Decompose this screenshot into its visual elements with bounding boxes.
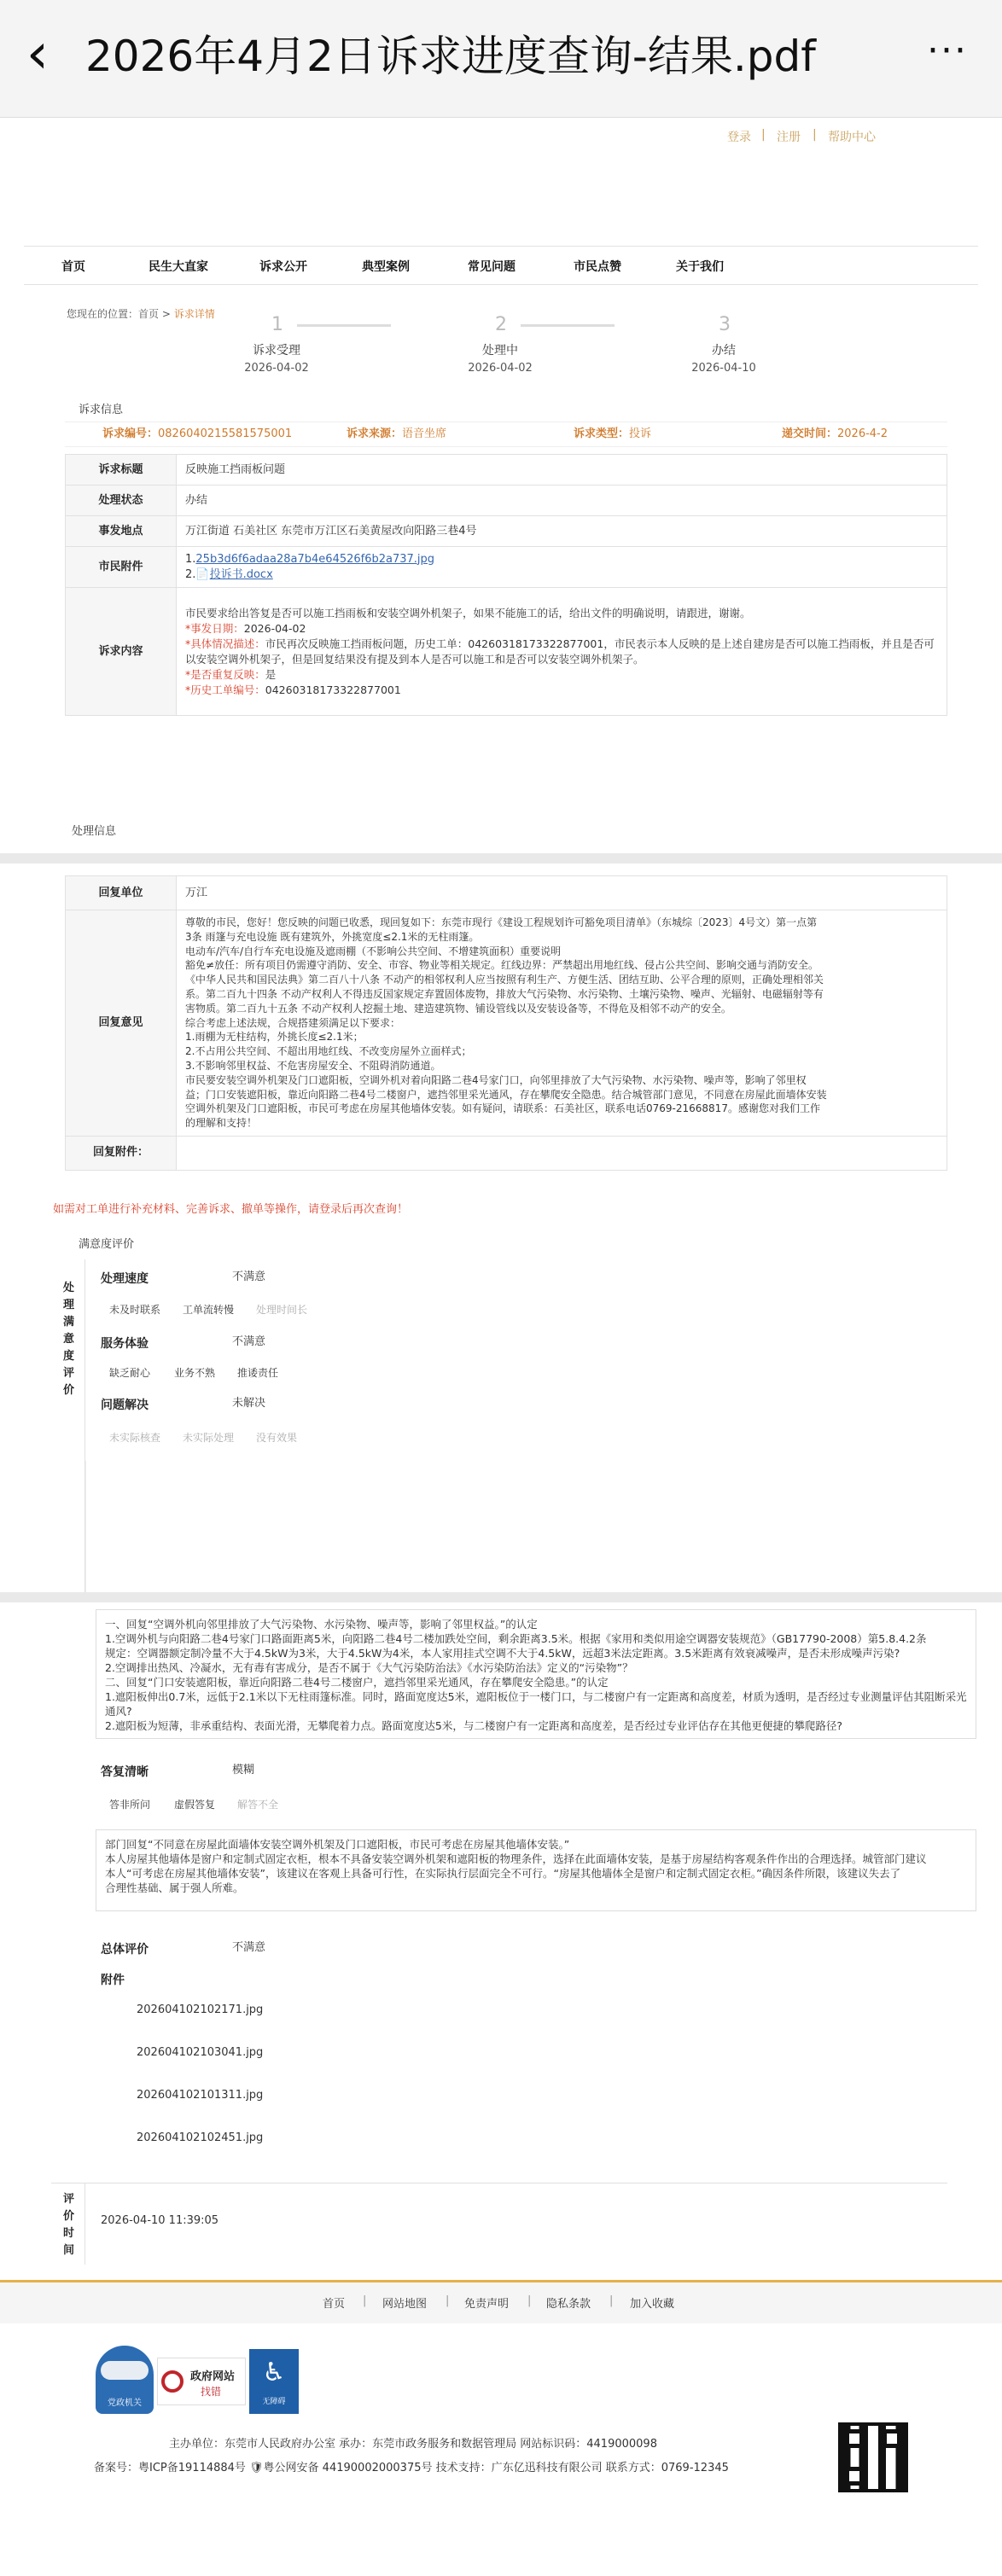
step-connector (297, 324, 391, 327)
tag-slow-flow[interactable]: 工单流转慢 (183, 1304, 235, 1316)
submit-time: 2026-4-2 (837, 427, 888, 440)
request-meta-row: 诉求编号：0826040215581575001 诉求来源：语音坐席 诉求类型：投诉 递交时间：2026-4-2 (65, 422, 947, 447)
main-nav (24, 246, 978, 285)
more-options-icon[interactable]: ··· (927, 29, 968, 73)
footer-links: 首页 | 网站地图 | 免责声明 | 隐私条款 | 加入收藏 (0, 2282, 1002, 2323)
solve-value: 未解决 (232, 1397, 266, 1410)
request-type: 投诉 (629, 427, 652, 440)
step-connector (521, 324, 615, 327)
file-title: 2026年4月2日诉求进度查询-结果.pdf (85, 32, 816, 81)
step-2-number: 2 (495, 314, 507, 335)
nav-cases[interactable]: 典型案例 (362, 260, 410, 274)
service-value: 不满意 (232, 1335, 266, 1348)
tag-long-handling[interactable]: 处理时间长 (256, 1304, 308, 1316)
attachment-link-1[interactable]: 25b3d6f6adaa28a7b4e64526f6b2a737.jpg (195, 552, 435, 566)
eval-attachment-1[interactable]: 20260410210217​1.jpg (137, 2003, 264, 2016)
comment-textarea-2[interactable]: 部门回复“不同意在房屋此面墙体安装空调外机架及门口遮阳板，市民可考虑在房屋其他墙体安装。” 本人房屋其他墙体是窗户和定制式固定衣柜，根本不具备安装空调外机架和遮阳板的物理条件，选择在此面墙体安装，是基于房屋结构客观条件作出的合理选择。城管部门建议 本人“可考虑在房屋其他墙体安装”，该建议在客观上具备可行性，在实际执行层面完全不可行。“房屋其他墙体全是窗户和定制式固定衣柜。”确因条件所限，该建议失去了 合理性基础、属于强人所难。 (96, 1829, 976, 1911)
solve-label: 问题解决 (101, 1398, 149, 1412)
request-title: 反映施工挡雨板问题 (177, 455, 947, 486)
party-gov-badge[interactable]: 党政机关 (96, 2346, 154, 2414)
step-1-date: 2026-04-02 (244, 362, 309, 375)
eval-attachment-2[interactable]: 202604102103041.jpg (137, 2046, 264, 2059)
wheelchair-icon: ♿ (262, 2358, 286, 2387)
attachments-label: 附件 (101, 1974, 125, 1987)
reply-attachments (177, 1136, 947, 1170)
attachment-link-2[interactable]: 投诉书.docx (209, 567, 273, 581)
separator: | (813, 128, 817, 142)
nav-faq[interactable]: 常见问题 (468, 260, 516, 274)
section-title-satisfaction: 满意度评价 (79, 1238, 135, 1251)
eval-side-label: 处 理 满 意 度 评 价 (51, 1259, 85, 1592)
error-badge-icon (161, 2370, 184, 2393)
breadcrumb-home[interactable]: 首页 (138, 308, 160, 320)
request-source: 语音坐席 (402, 427, 447, 440)
accessibility-badge[interactable]: ♿ 无障碍 (249, 2349, 299, 2414)
separator: | (761, 128, 766, 142)
step-2-label: 处理中 (482, 344, 518, 358)
section-title-handling-info: 处理信息 (72, 825, 117, 838)
register-link[interactable]: 注册 (777, 131, 801, 144)
step-1-label: 诉求受理 (253, 344, 300, 358)
step-3-date: 2026-04-10 (691, 362, 756, 375)
tag-false-reply[interactable]: 虚假答复 (174, 1799, 216, 1811)
clarity-label: 答复清晰 (101, 1765, 149, 1779)
footer-record-info: 备案号：粤ICP备19114884号 🛡粤公网安备 44190002000375号 技术支持：广东亿迅科技有限公司 联系方式：0769-12345 (94, 2462, 729, 2474)
nav-praise[interactable]: 市民点赞 (574, 260, 621, 274)
tag-shirk[interactable]: 推诿责任 (237, 1367, 279, 1379)
nav-public-requests[interactable]: 诉求公开 (259, 260, 307, 274)
nav-home[interactable]: 首页 (61, 260, 85, 274)
request-id: 0826040215581575001 (158, 427, 293, 440)
section-title-request-info: 诉求信息 (79, 404, 124, 416)
login-link[interactable]: 登录 (727, 131, 751, 144)
comment-textarea-1[interactable]: 一、回复“空调外机向邻里排放了大气污染物、水污染物、噪声等，影响了邻里权益。”的认定 1.空调外机与向阳路二巷4号家门口路面距离5米，向阳路二巷4号二楼加跌处空间，剩余距离3.5米。根据《家用和类似用途空调器安装规范》（GB17790-2008）第5.8.4.2条 规定：空调器额定制冷量不大于4.5kW为3米，大于4.5kW为4米，本人家用挂式空调不大于4.5kW，远超3米法定距离。3.5米距离有效衰减噪声，是否未形成噪声污染? 2.空调排出热风、冷凝水，无有毒有害成分，是否不属于《大气污染防治法》《水污染防治法》定义的“污染物”？ 二、回复“门口安装遮阳板，靠近向阳路二巷4号二楼窗户，遮挡邻里采光通风，存在攀爬安全隐患。”的认定 1.遮阳板伸出0.7米，远低于2.1米以下无柱雨篷标准。同时，路面宽度达5米，遮阳板位于一楼门口，与二楼窗户有一定距离和高度差，材质为透明，是否经过专业测量评估其阻断采光通风? 2.遮阳板为短薄，非承重结构、表面光滑，无攀爬着力点。路面宽度达5米，与二楼窗户有一定距离和高度差，是否经过专业评估存在其他更便捷的攀爬路径? (96, 1609, 976, 1739)
breadcrumb-current: 诉求详情 (173, 308, 215, 320)
eval-time-side: 评 价 时 间 (51, 2183, 85, 2265)
service-label: 服务体验 (101, 1337, 149, 1351)
gov-site-error-badge[interactable]: 政府网站 找错 (157, 2358, 246, 2405)
footer-privacy-link[interactable]: 隐私条款 (546, 2298, 591, 2311)
overall-value: 不满意 (232, 1941, 266, 1954)
speed-label: 处理速度 (101, 1272, 149, 1286)
tag-no-check[interactable]: 未实际核查 (109, 1432, 161, 1444)
reply-opinion: 尊敬的市民，您好！您反映的问题已收悉，现回复如下：东莞市现行《建设工程规划许可豁免项目清单》（东城综〔2023〕4号文）第一点第 3条 雨篷与充电设施 既有建筑外，外挑宽度≤2.1米的无柱雨篷。 电动车/汽车/自行车充电设施及遮雨棚（不影响公共空间、不增建筑面积）重要说明 豁免≠放任：所有项目仍需遵守消防、安全、市容、物业等相关规定。红线边界：严禁超出用地红线、侵占公共空间、影响交通与消防安全。 《中华人民共和国民法典》第二百八十八条 不动产的相邻权利人应当按照有利生产、方便生活、团结互助、公平合理的原则，正确处理相邻关 系。第二百九十四条 不动产权利人不得违反国家规定弃置固体废物，排放大气污染物、水污染物、土壤污染物、噪声、光辐射、电磁辐射等有 害物质。第二百九十五条 不动产权利人挖掘土地、建造建筑物、铺设管线以及安装设备等，不得危及相邻不动产的安全。 综合考虑上述法规，合规搭建须满足以下要求： 1.雨棚为无柱结构，外挑长度≤2.1米； 2.不占用公共空间、不超出用地红线、不改变房屋外立面样式； 3.不影响邻里权益、不危害房屋安全、不阻碍消防通道。 市民要安装空调外机架及门口遮阳板，空调外机对着向阳路二巷4号家门口，向邻里排放了大气污染物、水污染物、噪声等，影响了邻里权 益；门口安装遮阳板，靠近向阳路二巷4号二楼窗户，遮挡邻里采光通风，存在攀爬安全隐患。结合城管部门意见，不同意在房屋此面墙体安装 空调外机架及门口遮阳板，市民可考虑在房屋其他墙体安装。如有疑问，请联系：石美社区，联系电话0769-21668817。感谢您对我们工作 的理解和支持！ (177, 910, 947, 1137)
incident-location: 万江街道 石美社区 东莞市万江区石美黄屋改向阳路三巷4号 (177, 516, 947, 547)
back-icon[interactable]: ‹ (26, 20, 50, 86)
tag-no-timely-contact[interactable]: 未及时联系 (109, 1304, 161, 1316)
clarity-value: 模糊 (232, 1764, 255, 1776)
speed-value: 不满意 (232, 1271, 266, 1283)
request-status: 办结 (177, 486, 947, 516)
tag-impatient[interactable]: 缺乏耐心 (109, 1367, 151, 1379)
step-2-date: 2026-04-02 (468, 362, 533, 375)
pdf-page-1 (0, 118, 1002, 853)
footer-body (0, 2323, 1002, 2576)
nav-about[interactable]: 关于我们 (676, 260, 724, 274)
doc-icon: 📄 (195, 567, 210, 581)
tag-no-handle[interactable]: 未实际处理 (183, 1432, 235, 1444)
footer-favorite-link[interactable]: 加入收藏 (630, 2298, 675, 2311)
pdf-viewer-bar (0, 0, 1002, 118)
pdf-page-3 (0, 1602, 1002, 2576)
comment-box-top (85, 1461, 947, 1592)
footer-home-link[interactable]: 首页 (323, 2298, 346, 2311)
nav-livelihood[interactable]: 民生大直家 (149, 260, 208, 274)
breadcrumb: 您现在的位置：首页 > 诉求详情 (67, 308, 215, 320)
tag-incomplete[interactable]: 解答不全 (237, 1799, 279, 1811)
tag-irrelevant[interactable]: 答非所问 (109, 1799, 151, 1811)
overall-label: 总体评价 (101, 1943, 149, 1957)
step-3-label: 办结 (712, 344, 736, 358)
footer-sitemap-link[interactable]: 网站地图 (382, 2298, 428, 2311)
tag-unfamiliar[interactable]: 业务不熟 (174, 1367, 216, 1379)
pdf-page-2 (0, 864, 1002, 1592)
login-notice: 如需对工单进行补充材料、完善诉求、撤单等操作，请登录后再次查询！ (53, 1203, 409, 1216)
qr-code (838, 2422, 908, 2492)
request-content-main: 市民要求给出答复是否可以施工挡雨板和安装空调外机架子，如果不能施工的话，给出文件的明确说明，请跟进，谢谢。 (185, 606, 751, 619)
footer-host-info: 主办单位：东莞市人民政府办公室 承办：东莞市政务服务和数据管理局 网站标识码：4419000098 (169, 2438, 657, 2451)
eval-attachment-4[interactable]: 202604102102451.jpg (137, 2131, 264, 2144)
request-info-table: 诉求标题 反映施工挡雨板问题 处理状态 办结 事发地点 万江街道 石美社区 东莞市万江区石美黄屋改向阳路三巷4号 市民附件 1.25b3d6f6adaa28a7b4e64526f6b2a737.jpg 2.📄投诉书.docx 诉求内容 市民要求给出答复是否可以施工挡雨板和安装空调外机架子，如果不能施工的话，给出文件的明确说明，请跟进，谢谢。 *事发日期：2026-04-02 *具体情况描述：市民再次反映施工挡雨板问题，历史工单：04260318173322877001，市民表示本人反映的是上述自建房是否可以施工挡雨板，并且是否可以安装空调外机架子，但是回复结果没有提及到本人是否可以施工和是否可以安装空调外机架子。 *是否重复反映：是 *历史工单编号：04260318173322877001 (65, 454, 947, 716)
eval-attachment-3[interactable]: 202604102101311.jpg (137, 2089, 264, 2102)
reply-table: 回复单位 万江 回复意见 尊敬的市民，您好！您反映的问题已收悉，现回复如下：东莞市现行《建设工程规划许可豁免项目清单》（东城综〔2023〕4号文）第一点第 3条 雨篷与充电设施 既有建筑外，外挑宽度≤2.1米的无柱雨篷。 电动车/汽车/自行车充电设施及遮雨棚（不影响公共空间、不增建筑面积）重要说明 豁免≠放任：所有项目仍需遵守消防、安全、市容、物业等相关规定。红线边界：严禁超出用地红线、侵占公共空间、影响交通与消防安全。 《中华人民共和国民法典》第二百八十八条 不动产的相邻权利人应当按照有利生产、方便生活、团结互助、公平合理的原则，正确处理相邻关 系。第二百九十四条 不动产权利人不得违反国家规定弃置固体废物，排放大气污染物、水污染物、土壤污染物、噪声、光辐射、电磁辐射等有 害物质。第二百九十五条 不动产权利人挖掘土地、建造建筑物、铺设管线以及安装设备等，不得危及相邻不动产的安全。 综合考虑上述法规，合规搭建须满足以下要求： 1.雨棚为无柱结构，外挑长度≤2.1米； 2.不占用公共空间、不超出用地红线、不改变房屋外立面样式； 3.不影响邻里权益、不危害房屋安全、不阻碍消防通道。 市民要安装空调外机架及门口遮阳板，空调外机对着向阳路二巷4号家门口，向邻里排放了大气污染物、水污染物、噪声等，影响了邻里权 益；门口安装遮阳板，靠近向阳路二巷4号二楼窗户，遮挡邻里采光通风，存在攀爬安全隐患。结合城管部门意见，不同意在房屋此面墙体安装 空调外机架及门口遮阳板，市民可考虑在房屋其他墙体安装。如有疑问，请联系：石美社区，联系电话0769-21668817。感谢您对我们工作 的理解和支持！ 回复附件： (65, 875, 947, 1171)
step-1-number: 1 (271, 314, 283, 335)
footer-disclaimer-link[interactable]: 免责声明 (464, 2298, 510, 2311)
eval-time: 2026-04-10 11:39:05 (101, 2214, 219, 2227)
step-3-number: 3 (719, 314, 731, 335)
help-center-link[interactable]: 帮助中心 (828, 131, 876, 144)
tag-no-effect[interactable]: 没有效果 (256, 1432, 298, 1444)
reply-unit: 万江 (177, 876, 947, 910)
